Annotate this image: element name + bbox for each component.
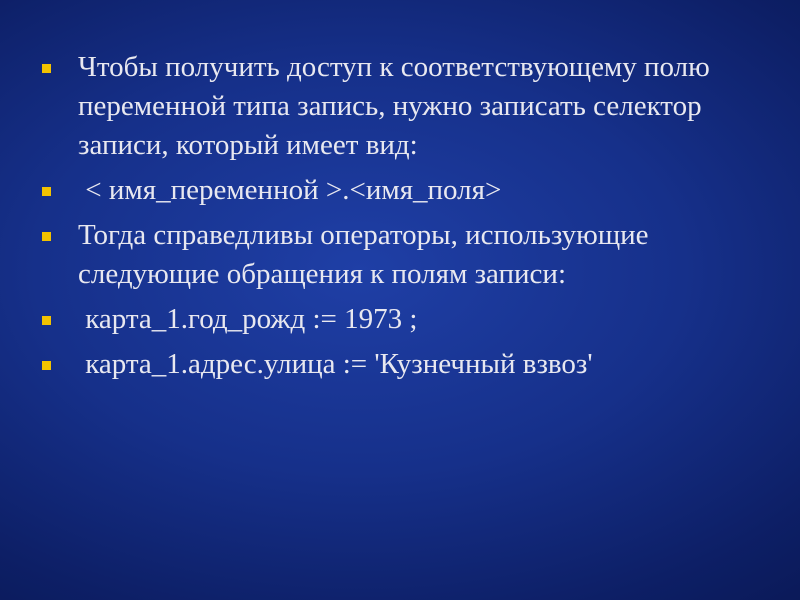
square-bullet-icon (42, 361, 51, 370)
square-bullet-icon (42, 187, 51, 196)
bullet-text: Тогда справедливы операторы, использующие следующие обращения к полям записи: (78, 219, 656, 290)
bullet-item-intro (38, 48, 758, 165)
bullet-item-selector-syntax (38, 171, 758, 210)
square-bullet-icon (42, 64, 51, 73)
bullet-item-operators (38, 216, 758, 294)
bullet-text: карта_1.год_рожд := 1973 ; (78, 303, 418, 335)
bullet-text: карта_1.адрес.улица := 'Кузнечный взвоз' (78, 348, 593, 380)
bullet-item-example-year (38, 300, 758, 339)
bullet-list (38, 48, 758, 390)
square-bullet-icon (42, 232, 51, 241)
square-bullet-icon (42, 316, 51, 325)
bullet-text: Чтобы получить доступ к соответствующему полю переменной типа запись, нужно записать селектор записи, который имеет вид: (78, 51, 718, 161)
bullet-item-example-street (38, 345, 758, 384)
bullet-text: < имя_переменной >.<имя_поля> (78, 174, 502, 206)
